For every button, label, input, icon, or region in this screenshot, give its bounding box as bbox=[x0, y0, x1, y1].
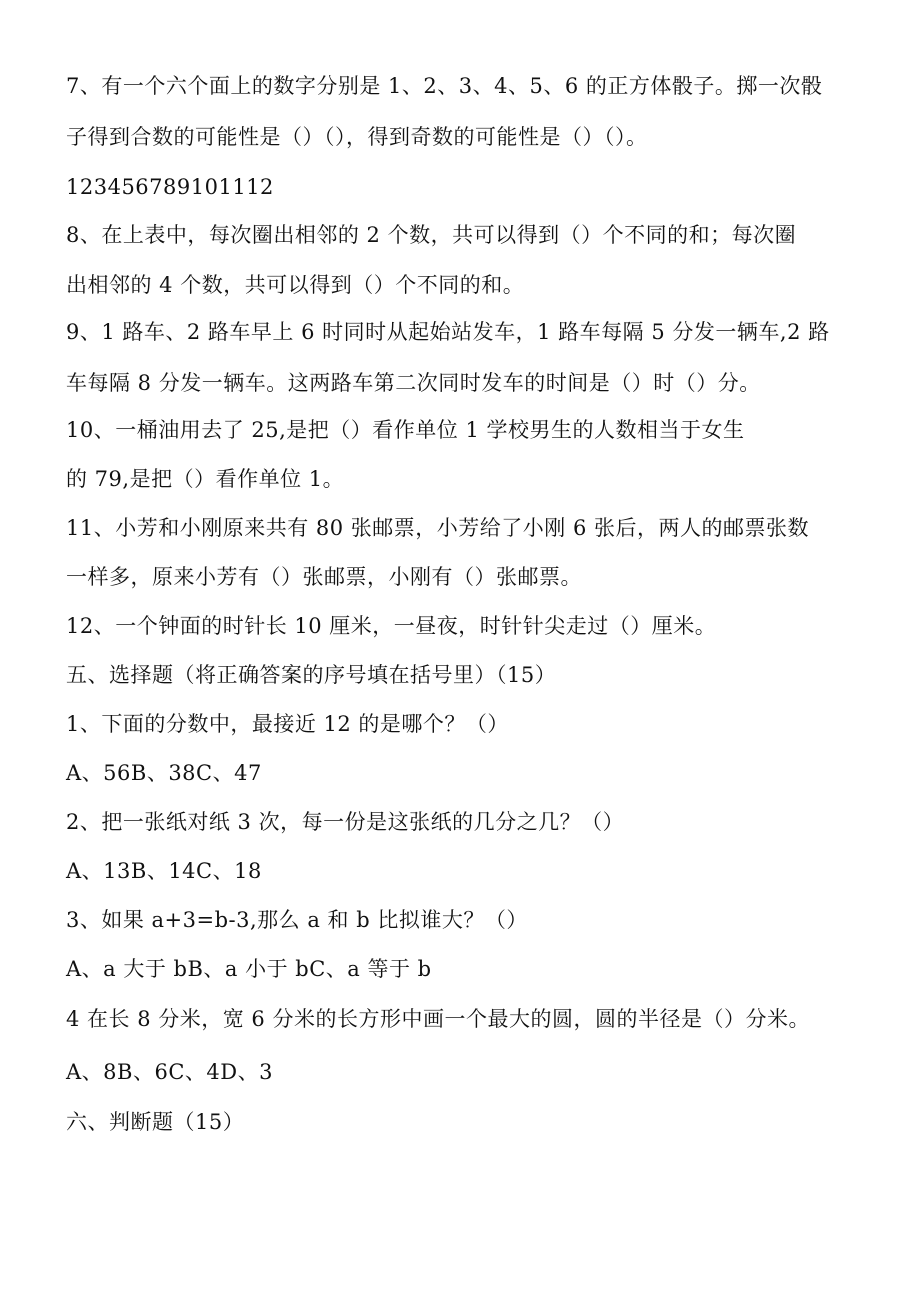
number-table-row: 123456789101112 bbox=[66, 175, 274, 199]
section-6-heading: 六、判断题（15） bbox=[66, 1110, 245, 1134]
mc2-question: 2、把一张纸对纸 3 次，每一份是这张纸的几分之几？（） bbox=[66, 810, 625, 834]
mc2-options: A、13B、14C、18 bbox=[66, 859, 262, 883]
mc1-question: 1、下面的分数中，最接近 12 的是哪个？（） bbox=[66, 712, 509, 736]
section-5-heading: 五、选择题（将正确答案的序号填在括号里）（15） bbox=[66, 663, 557, 687]
q10-line-1: 10、一桶油用去了 25,是把（）看作单位 1 学校男生的人数相当于女生 bbox=[66, 418, 745, 442]
q12-line: 12、一个钟面的时针长 10 厘米，一昼夜，时针针尖走过（）厘米。 bbox=[66, 614, 717, 638]
q7-line-2: 子得到合数的可能性是（）（），得到奇数的可能性是（）（）。 bbox=[66, 125, 648, 149]
q8-line-2: 出相邻的 4 个数，共可以得到（）个不同的和。 bbox=[66, 273, 525, 297]
q10-line-2: 的 79,是把（）看作单位 1。 bbox=[66, 467, 345, 491]
q7-line-1: 7、有一个六个面上的数字分别是 1、2、3、4、5、6 的正方体骰子。掷一次骰 bbox=[66, 74, 823, 98]
mc3-options: A、a 大于 bB、a 小于 bC、a 等于 b bbox=[66, 957, 432, 981]
mc4-options: A、8B、6C、4D、3 bbox=[66, 1060, 273, 1084]
mc1-options: A、56B、38C、47 bbox=[66, 761, 262, 785]
q11-line-2: 一样多，原来小芳有（）张邮票，小刚有（）张邮票。 bbox=[66, 565, 582, 589]
mc4-question: 4 在长 8 分米，宽 6 分米的长方形中画一个最大的圆，圆的半径是（）分米。 bbox=[66, 1007, 810, 1031]
q9-line-1: 9、1 路车、2 路车早上 6 时同时从起始站发车，1 路车每隔 5 分发一辆车,2 路 bbox=[66, 320, 830, 344]
mc3-question: 3、如果 a+3=b-3,那么 a 和 b 比拟谁大？（） bbox=[66, 908, 528, 932]
q9-line-2: 车每隔 8 分发一辆车。这两路车第二次同时发车的时间是（）时（）分。 bbox=[66, 371, 761, 395]
q8-line-1: 8、在上表中，每次圈出相邻的 2 个数，共可以得到（）个不同的和；每次圈 bbox=[66, 223, 797, 247]
q11-line-1: 11、小芳和小刚原来共有 80 张邮票，小芳给了小刚 6 张后，两人的邮票张数 bbox=[66, 516, 810, 540]
